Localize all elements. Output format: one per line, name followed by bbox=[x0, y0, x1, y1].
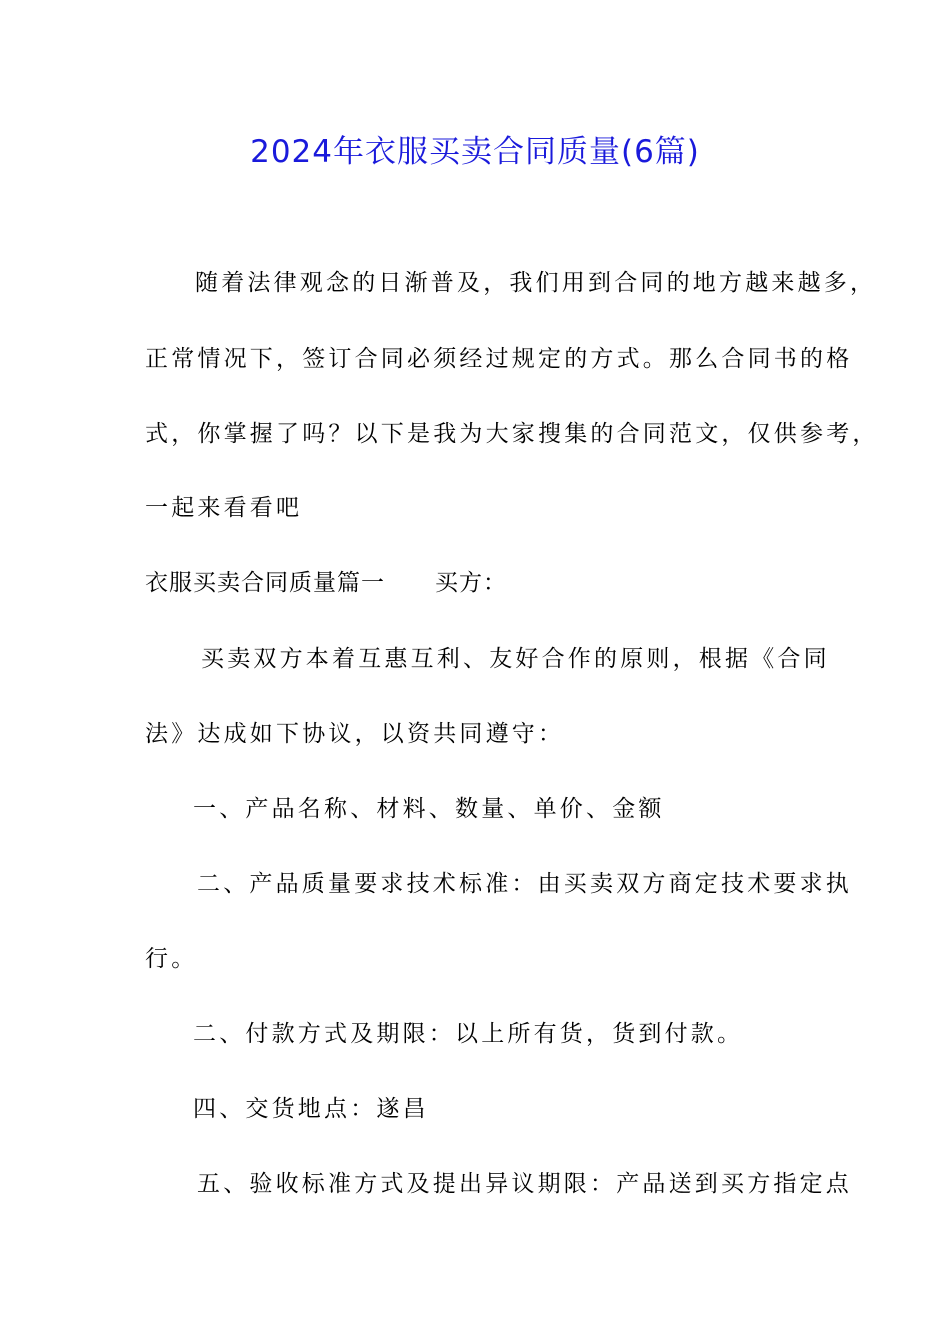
body-line-7: 四、交货地点：遂昌 bbox=[193, 1096, 429, 1122]
intro-line-4: 一起来看看吧 bbox=[145, 495, 303, 521]
body-line-2: 法》达成如下协议，以资共同遵守： bbox=[145, 721, 565, 747]
section-heading: 衣服买卖合同质量篇一 bbox=[145, 570, 385, 596]
intro-line-1: 随着法律观念的日渐普及，我们用到合同的地方越来越多， bbox=[195, 270, 877, 296]
intro-line-2: 正常情况下，签订合同必须经过规定的方式。那么合同书的格 bbox=[145, 346, 853, 372]
document-title: 2024年衣服买卖合同质量(6篇) bbox=[250, 134, 700, 170]
body-line-4: 二、产品质量要求技术标准：由买卖双方商定技术要求执 bbox=[197, 871, 852, 897]
body-line-6: 二、付款方式及期限：以上所有货，货到付款。 bbox=[193, 1021, 744, 1047]
body-line-8: 五、验收标准方式及提出异议期限：产品送到买方指定点 bbox=[197, 1171, 852, 1197]
body-line-3: 一、产品名称、材料、数量、单价、金额 bbox=[193, 796, 665, 822]
intro-line-3: 式，你掌握了吗？以下是我为大家搜集的合同范文，仅供参考， bbox=[145, 421, 879, 447]
section-heading-line bbox=[145, 566, 810, 600]
body-line-1: 买卖双方本着互惠互利、友好合作的原则，根据《合同 bbox=[201, 646, 830, 672]
body-line-5: 行。 bbox=[145, 946, 198, 972]
buyer-label: 买方： bbox=[435, 570, 507, 596]
